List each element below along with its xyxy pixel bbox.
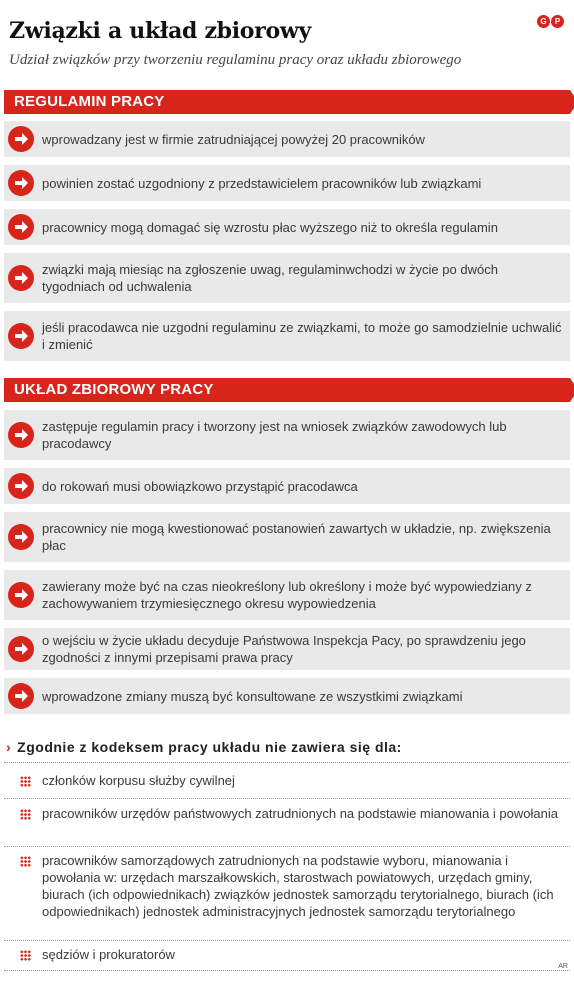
list-item (4, 410, 570, 460)
list-item (4, 512, 570, 562)
arrow-right-icon (8, 265, 34, 291)
section-heading-uklad: UKŁAD ZBIOROWY PRACY (4, 378, 570, 402)
chevron-right-icon: › (6, 739, 12, 755)
section-heading-regulamin: REGULAMIN PRACY (4, 90, 570, 114)
list-item-text: związki mają miesiąc na zgłoszenie uwag, regulaminwchodzi w życie po dwóch tygodniach od uchwalenia (42, 262, 498, 294)
kodeks-heading (6, 739, 402, 755)
divider (4, 970, 570, 971)
list-item (4, 209, 570, 245)
divider (4, 846, 570, 847)
list-item-text: powinien zostać uzgodniony z przedstawicielem pracowników lub związkami (42, 175, 482, 191)
arrow-right-icon (8, 323, 34, 349)
divider (4, 798, 570, 799)
divider (4, 762, 570, 763)
arrow-right-icon (8, 473, 34, 499)
dot-grid-icon (20, 809, 31, 820)
list-item (4, 946, 570, 963)
arrow-right-icon (8, 683, 34, 709)
dot-grid-icon (20, 856, 31, 867)
logo-letter-g: G (537, 15, 550, 28)
kodeks-heading-text: Zgodnie z kodeksem pracy układu nie zawiera się dla: (17, 739, 402, 755)
list-item-text: wprowadzone zmiany muszą być konsultowane ze wszystkimi związkami (42, 688, 463, 704)
list-item (4, 570, 570, 620)
list-item-text: pracownicy nie mogą kwestionować postanowień zawartych w układzie, np. zwiększenia płac (42, 521, 551, 553)
list-item (4, 628, 570, 670)
dot-grid-icon (20, 776, 31, 787)
list-item-text: zastępuje regulamin pracy i tworzony jest na wniosek związków zawodowych lub pracodawcy (42, 419, 507, 451)
list-item (4, 121, 570, 157)
list-item-text: pracownicy mogą domagać się wzrostu płac wyższego niż to określa regulamin (42, 219, 498, 235)
list-item-text: zawierany może być na czas nieokreślony lub określony i może być wypowiedziany z zachowywaniem trzymiesięcznego okresu wypowiedzenia (42, 579, 532, 611)
list-item (4, 165, 570, 201)
list-item-text: sędziów i prokuratorów (42, 947, 175, 962)
arrow-right-icon (8, 524, 34, 550)
author-credit: AR (558, 963, 568, 970)
list-item (4, 805, 570, 822)
arrow-right-icon (8, 126, 34, 152)
list-item (4, 852, 570, 920)
list-item (4, 468, 570, 504)
list-item-text: pracowników urzędów państwowych zatrudnionych na podstawie mianowania i powołania (42, 806, 558, 821)
arrow-right-icon (8, 582, 34, 608)
logo-letter-p: P (551, 15, 564, 28)
arrow-right-icon (8, 422, 34, 448)
list-item-text: do rokowań musi obowiązkowo przystąpić pracodawca (42, 478, 358, 494)
publisher-logo (537, 15, 564, 28)
arrow-right-icon (8, 636, 34, 662)
divider (4, 940, 570, 941)
dot-grid-icon (20, 950, 31, 961)
list-item-text: członków korpusu służby cywilnej (42, 773, 235, 788)
list-item (4, 678, 570, 714)
page-title: Związki a układ zbiorowy (9, 18, 311, 44)
list-item-text: wprowadzany jest w firmie zatrudniającej powyżej 20 pracowników (42, 131, 425, 147)
list-item-text: jeśli pracodawca nie uzgodni regulaminu ze związkami, to może go samodzielnie uchwalić i zmienić (42, 320, 562, 352)
list-item-text: pracowników samorządowych zatrudnionych na podstawie wyboru, mianowania i powołania w: urzędach marszałkowskich, starostwach powiatowych, urzędach gminy, biurach (ich odpowiednikach) związków jednostek samorządu terytorialnego, biurach (ich odpowiednikach) jednostek administracyjnych jednostek samorządu terytorialnego (42, 853, 554, 919)
list-item (4, 772, 570, 789)
page-subtitle: Udział związków przy tworzeniu regulaminu pracy oraz układu zbiorowego (9, 52, 462, 68)
list-item (4, 311, 570, 361)
list-item-text: o wejściu w życie układu decyduje Państwowa Inspekcja Pacy, po sprawdzeniu jego zgodności z innymi przepisami prawa pracy (42, 633, 526, 665)
list-item (4, 253, 570, 303)
arrow-right-icon (8, 170, 34, 196)
arrow-right-icon (8, 214, 34, 240)
